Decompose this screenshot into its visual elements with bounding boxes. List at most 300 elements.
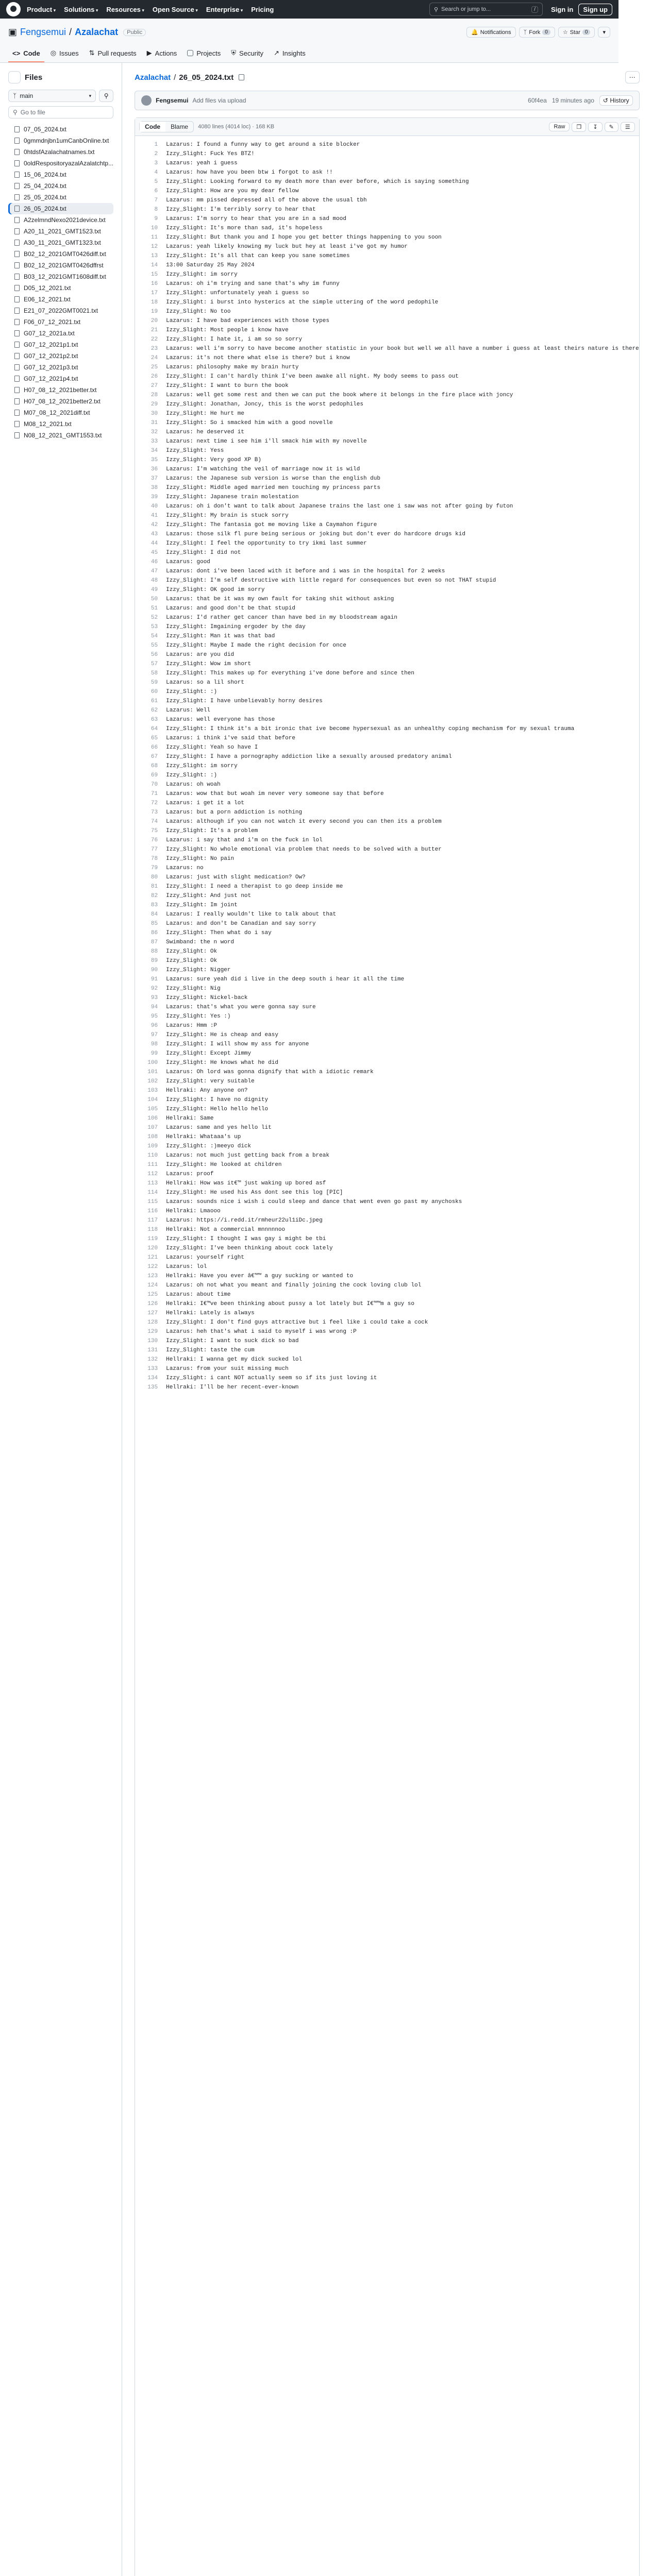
star-button[interactable] [558,27,595,38]
github-logo-icon[interactable] [6,2,21,16]
file-list-item[interactable] [8,305,113,316]
line-number[interactable]: 108 [147,1134,158,1140]
line-number[interactable]: 17 [151,290,158,296]
line-number[interactable]: 71 [151,791,158,797]
file-list-item[interactable] [8,192,113,203]
line-number[interactable]: 29 [151,401,158,408]
file-list-item[interactable] [8,146,113,158]
line-number[interactable]: 82 [151,893,158,899]
file-list-item[interactable] [8,430,113,441]
nav-enterprise[interactable]: Enterprise ▾ [206,6,243,13]
code-line [135,242,639,251]
line-number[interactable]: 74 [151,819,158,825]
line-number[interactable]: 81 [151,884,158,890]
line-number[interactable]: 92 [151,986,158,992]
line-number[interactable]: 32 [151,429,158,435]
history-icon: ↺ [603,97,608,104]
line-text: Izzy_Slight: Nig [166,986,221,992]
more-options-button[interactable] [625,71,640,83]
line-number[interactable]: 112 [147,1171,158,1177]
line-number[interactable]: 3 [154,160,158,166]
line-text: Lazarus: mm pissed depressed all of the above the usual tbh [166,197,367,204]
file-list-item[interactable] [8,316,113,328]
line-number[interactable]: 128 [147,1319,158,1326]
line-number[interactable]: 4 [154,170,158,176]
line-number[interactable]: 118 [147,1227,158,1233]
file-name: 26_05_2024.txt [24,205,66,212]
search-files-button[interactable] [99,90,113,102]
nav-open-source[interactable]: Open Source ▾ [153,6,198,13]
fork-button[interactable] [519,27,555,38]
line-number[interactable]: 104 [147,1097,158,1103]
line-number[interactable]: 68 [151,763,158,769]
line-number[interactable]: 52 [151,615,158,621]
breadcrumb-repo-link[interactable]: Azalachat [135,73,171,82]
code-line [135,548,639,557]
line-number[interactable]: 102 [147,1078,158,1084]
line-text: Lazarus: same and yes hello lit [166,1125,272,1131]
line-number[interactable]: 16 [151,281,158,287]
star-icon: ☆ [562,29,568,36]
visibility-badge: Public [123,29,146,36]
file-icon [14,172,20,178]
file-list-item[interactable] [8,135,113,146]
line-number[interactable]: 133 [147,1366,158,1372]
line-number[interactable]: 106 [147,1115,158,1122]
tab-code[interactable] [8,46,44,62]
line-text: Lazarus: i think i've said that before [166,735,295,741]
file-list-item[interactable] [8,418,113,430]
copy-path-icon[interactable] [239,74,244,80]
line-number[interactable]: 93 [151,995,158,1001]
repo-name-link[interactable]: Azalachat [75,27,119,37]
code-line [135,799,639,808]
line-number[interactable]: 98 [151,1041,158,1047]
line-number[interactable]: 23 [151,346,158,352]
line-number[interactable]: 60 [151,689,158,695]
line-number[interactable]: 130 [147,1338,158,1344]
line-text: Lazarus: https://i.redd.it/rmheur22ul1iDc.jpeg [166,1217,323,1224]
code-line [135,752,639,761]
line-number[interactable]: 88 [151,948,158,955]
line-number[interactable]: 100 [147,1060,158,1066]
line-number[interactable]: 64 [151,726,158,732]
line-number[interactable]: 126 [147,1301,158,1307]
line-number[interactable]: 37 [151,476,158,482]
file-list-item[interactable] [8,260,113,271]
line-number[interactable]: 116 [147,1208,158,1214]
line-text: Izzy_Slight: Then what do i say [166,930,272,936]
commit-author[interactable]: Fengsemui [156,97,189,104]
line-number[interactable]: 69 [151,772,158,778]
line-number[interactable]: 1 [154,142,158,148]
download-button[interactable] [588,122,602,132]
code-line [135,298,639,307]
line-number[interactable]: 38 [151,485,158,491]
line-number[interactable]: 12 [151,244,158,250]
tab-projects[interactable] [183,46,225,62]
commit-hash[interactable]: 60f4ea [528,97,547,104]
file-list-item[interactable] [8,271,113,282]
line-text: Izzy_Slight: Very good XP B) [166,457,261,463]
file-list [8,124,113,441]
code-line [135,502,639,511]
view-toggle [139,121,194,132]
line-number[interactable]: 59 [151,680,158,686]
line-text: Lazarus: philosophy make my brain hurty [166,364,299,370]
code-line [135,641,639,650]
file-list-item[interactable] [8,294,113,305]
file-icon [14,308,20,314]
line-number[interactable]: 72 [151,800,158,806]
line-text: Swimband: the n word [166,939,235,945]
line-number[interactable]: 117 [147,1217,158,1224]
line-number[interactable]: 33 [151,438,158,445]
line-number[interactable]: 39 [151,494,158,500]
line-number[interactable]: 25 [151,364,158,370]
line-number[interactable]: 87 [151,939,158,945]
collapse-sidebar-button[interactable] [8,71,21,83]
file-list-item[interactable] [8,180,113,192]
code-line [135,409,639,418]
tab-actions[interactable] [143,46,181,62]
file-icon [14,398,20,404]
pull-request-icon: ⇅ [89,49,95,57]
chevron-down-icon: ▾ [603,29,606,36]
file-icon [14,421,20,427]
line-number[interactable]: 70 [151,782,158,788]
file-name: A20_11_2021_GMT1523.txt [24,228,101,235]
code-line [135,650,639,659]
tab-pull-requests[interactable] [85,46,141,62]
file-list-item[interactable] [8,169,113,180]
line-number[interactable]: 11 [151,234,158,241]
search-icon: ⚲ [104,92,109,99]
file-name: M07_08_12_2021diff.txt [24,409,90,416]
search-shortcut-key: / [531,6,538,13]
line-number[interactable]: 114 [147,1190,158,1196]
code-line [135,1142,639,1151]
line-number[interactable]: 110 [147,1153,158,1159]
line-number[interactable]: 43 [151,531,158,537]
line-number[interactable]: 51 [151,605,158,612]
file-list-item[interactable] [8,396,113,407]
code-icon: <> [12,49,21,57]
line-number[interactable]: 50 [151,596,158,602]
line-number[interactable]: 95 [151,1013,158,1020]
line-number[interactable]: 24 [151,355,158,361]
sign-in-link[interactable]: Sign in [550,5,574,13]
code-line [135,1216,639,1225]
line-text: Izzy_Slight: :) [166,689,218,695]
line-number[interactable]: 14 [151,262,158,268]
blame-view-button[interactable]: Blame [171,123,189,130]
line-number[interactable]: 119 [147,1236,158,1242]
line-text: Izzy_Slight: Hello hello hello [166,1106,269,1112]
code-line [135,938,639,947]
line-number[interactable]: 89 [151,958,158,964]
sign-up-button[interactable]: Sign up [578,4,612,15]
line-number[interactable]: 73 [151,809,158,816]
file-name: A30_11_2021_GMT1323.txt [24,239,101,246]
line-number[interactable]: 78 [151,856,158,862]
line-text: Izzy_Slight: Yeah so have I [166,744,258,751]
branch-name: main [20,92,34,99]
history-label: History [610,97,629,104]
file-list-item[interactable] [8,373,113,384]
line-number[interactable]: 10 [151,225,158,231]
line-number[interactable]: 79 [151,865,158,871]
line-number[interactable]: 105 [147,1106,158,1112]
code-line [135,400,639,409]
line-number[interactable]: 122 [147,1264,158,1270]
file-icon [14,206,20,212]
line-number[interactable]: 94 [151,1004,158,1010]
line-number[interactable]: 67 [151,754,158,760]
line-number[interactable]: 55 [151,642,158,649]
file-list-item[interactable] [8,203,113,214]
bell-icon: 🔔 [471,29,478,36]
line-number[interactable]: 35 [151,457,158,463]
line-text: Izzy_Slight: taste the cum [166,1347,255,1353]
line-number[interactable]: 53 [151,624,158,630]
file-list-item[interactable] [8,350,113,362]
file-icon [14,274,20,280]
line-number[interactable]: 134 [147,1375,158,1381]
file-icon [14,138,20,144]
line-number[interactable]: 54 [151,633,158,639]
line-number[interactable]: 124 [147,1282,158,1289]
code-line [135,1336,639,1346]
line-number[interactable]: 18 [151,299,158,306]
line-number[interactable]: 30 [151,411,158,417]
line-number[interactable]: 107 [147,1125,158,1131]
line-number[interactable]: 46 [151,559,158,565]
file-list-item[interactable] [8,328,113,339]
line-number[interactable]: 15 [151,272,158,278]
code-line [135,965,639,975]
line-number[interactable]: 131 [147,1347,158,1353]
line-number[interactable]: 42 [151,522,158,528]
line-text: Lazarus: I found a funny way to get around a site blocker [166,142,360,148]
file-list-item[interactable] [8,248,113,260]
line-number[interactable]: 103 [147,1088,158,1094]
global-nav [27,6,274,13]
star-dropdown-button[interactable] [598,27,610,38]
tab-security[interactable] [227,46,268,62]
line-number[interactable]: 48 [151,578,158,584]
copy-raw-button[interactable] [572,122,586,132]
line-number[interactable]: 129 [147,1329,158,1335]
line-number[interactable]: 36 [151,466,158,472]
line-number[interactable]: 9 [154,216,158,222]
line-number[interactable]: 111 [147,1162,158,1168]
line-text: Izzy_Slight: It's all that can keep you sane sometimes [166,253,350,259]
line-number[interactable]: 109 [147,1143,158,1149]
line-number[interactable]: 31 [151,420,158,426]
line-number[interactable]: 99 [151,1050,158,1057]
code-line [135,1281,639,1290]
line-number[interactable]: 132 [147,1357,158,1363]
line-number[interactable]: 47 [151,568,158,574]
line-number[interactable]: 66 [151,744,158,751]
code-line [135,381,639,391]
code-lines [135,136,639,1396]
line-number[interactable]: 13 [151,253,158,259]
line-number[interactable]: 90 [151,967,158,973]
line-number[interactable]: 77 [151,846,158,853]
line-text: Lazarus: i say that and i'm on the fuck in lol [166,837,323,843]
line-number[interactable]: 62 [151,707,158,714]
file-list-item[interactable] [8,384,113,396]
branch-selector[interactable] [8,90,96,102]
line-number[interactable]: 127 [147,1310,158,1316]
file-list-item[interactable] [8,237,113,248]
line-number[interactable]: 76 [151,837,158,843]
line-number[interactable]: 135 [147,1384,158,1391]
line-text: Hellraki: I wanna get my dick sucked lol [166,1357,303,1363]
line-number[interactable]: 58 [151,670,158,676]
code-line [135,1030,639,1040]
code-line [135,669,639,678]
line-number[interactable]: 5 [154,179,158,185]
global-search-input[interactable] [429,3,543,16]
file-name: G07_12_2021p2.txt [24,352,78,360]
code-line [135,530,639,539]
line-number[interactable]: 123 [147,1273,158,1279]
line-number[interactable]: 34 [151,448,158,454]
code-line [135,437,639,446]
code-line [135,557,639,567]
line-number[interactable]: 56 [151,652,158,658]
line-text: Lazarus: so a lil short [166,680,244,686]
line-number[interactable]: 8 [154,207,158,213]
file-meta: 4080 lines (4014 loc) · 168 KB [198,124,275,130]
code-line [135,1151,639,1160]
line-number[interactable]: 63 [151,717,158,723]
line-text: Izzy_Slight: My brain is stuck sorry [166,513,289,519]
file-list-item[interactable] [8,124,113,135]
line-number[interactable]: 27 [151,383,158,389]
line-number[interactable]: 45 [151,550,158,556]
file-list-item[interactable] [8,339,113,350]
code-line [135,901,639,910]
line-text: Izzy_Slight: I did not [166,550,241,556]
nav-solutions[interactable]: Solutions ▾ [64,6,98,13]
line-text: Hellraki: How was it€™ just waking up bored asf [166,1180,326,1187]
line-number[interactable]: 96 [151,1023,158,1029]
go-to-file-input[interactable] [8,106,113,118]
repo-owner-link[interactable]: Fengsemui [20,27,66,37]
line-text: Lazarus: how have you been btw i forgot to ask !! [166,170,333,176]
file-name: 15_06_2024.txt [24,171,66,178]
file-icon [14,387,20,393]
code-line [135,845,639,854]
line-number[interactable]: 120 [147,1245,158,1251]
line-number[interactable]: 101 [147,1069,158,1075]
notifications-button[interactable] [466,27,516,38]
symbols-panel-button[interactable] [621,122,635,132]
line-number[interactable]: 121 [147,1255,158,1261]
line-number[interactable]: 2 [154,151,158,157]
line-number[interactable]: 41 [151,513,158,519]
line-number[interactable]: 7 [154,197,158,204]
code-line [135,1077,639,1086]
file-list-item[interactable] [8,226,113,237]
line-number[interactable]: 84 [151,911,158,918]
line-number[interactable]: 125 [147,1292,158,1298]
line-number[interactable]: 26 [151,374,158,380]
tab-issues[interactable] [46,46,83,62]
file-icon [14,149,20,155]
code-line [135,854,639,863]
raw-button[interactable]: Raw [549,122,570,131]
line-number[interactable]: 61 [151,698,158,704]
file-list-item[interactable] [8,214,113,226]
file-list-item[interactable] [8,362,113,373]
line-number[interactable]: 97 [151,1032,158,1038]
code-line [135,882,639,891]
line-text: Lazarus: oh i don't want to talk about Japanese trains the last one i saw was not after going by futon [166,503,513,510]
code-line [135,187,639,196]
nav-pricing[interactable]: Pricing [251,5,274,13]
code-line [135,1272,639,1281]
commit-message[interactable]: Add files via upload [192,97,246,104]
tab-insights[interactable] [270,46,310,62]
line-number[interactable]: 6 [154,188,158,194]
file-list-item[interactable] [8,282,113,294]
file-list-item[interactable] [8,158,113,169]
file-name: G07_12_2021p3.txt [24,364,78,371]
line-number[interactable]: 20 [151,318,158,324]
line-number[interactable]: 19 [151,309,158,315]
line-text: Izzy_Slight: i burst into hysterics at the simple uttering of the word pedophile [166,299,439,306]
line-number[interactable]: 22 [151,336,158,343]
line-text: Lazarus: I'm watching the veil of marriage now it is wild [166,466,360,472]
line-number[interactable]: 28 [151,392,158,398]
file-name: A2zelmndNexo2021device.txt [24,216,106,224]
repo-tabs [8,46,610,62]
repo-icon: ▣ [8,27,18,37]
file-list-item[interactable] [8,407,113,418]
history-button[interactable] [599,95,633,106]
line-number[interactable]: 83 [151,902,158,908]
line-number[interactable]: 113 [147,1180,158,1187]
line-number[interactable]: 91 [151,976,158,982]
line-number[interactable]: 44 [151,540,158,547]
code-line [135,261,639,270]
line-number[interactable]: 57 [151,661,158,667]
line-number[interactable]: 21 [151,327,158,333]
avatar[interactable] [141,95,152,106]
line-text: Lazarus: I have bad experiences with those types [166,318,329,324]
line-number[interactable]: 49 [151,587,158,593]
line-number[interactable]: 40 [151,503,158,510]
line-number[interactable]: 86 [151,930,158,936]
commit-time: 19 minutes ago [551,97,594,104]
line-number[interactable]: 65 [151,735,158,741]
line-text: Izzy_Slight: I feel the opportunity to try ikmi last summer [166,540,367,547]
line-number[interactable]: 80 [151,874,158,880]
nav-resources[interactable]: Resources ▾ [106,6,144,13]
line-number[interactable]: 85 [151,921,158,927]
nav-product[interactable]: Product ▾ [27,6,56,13]
line-number[interactable]: 75 [151,828,158,834]
fork-icon: ᛉ [523,29,527,36]
code-view-button[interactable]: Code [140,122,165,132]
line-number[interactable]: 115 [147,1199,158,1205]
edit-button[interactable] [605,122,618,132]
